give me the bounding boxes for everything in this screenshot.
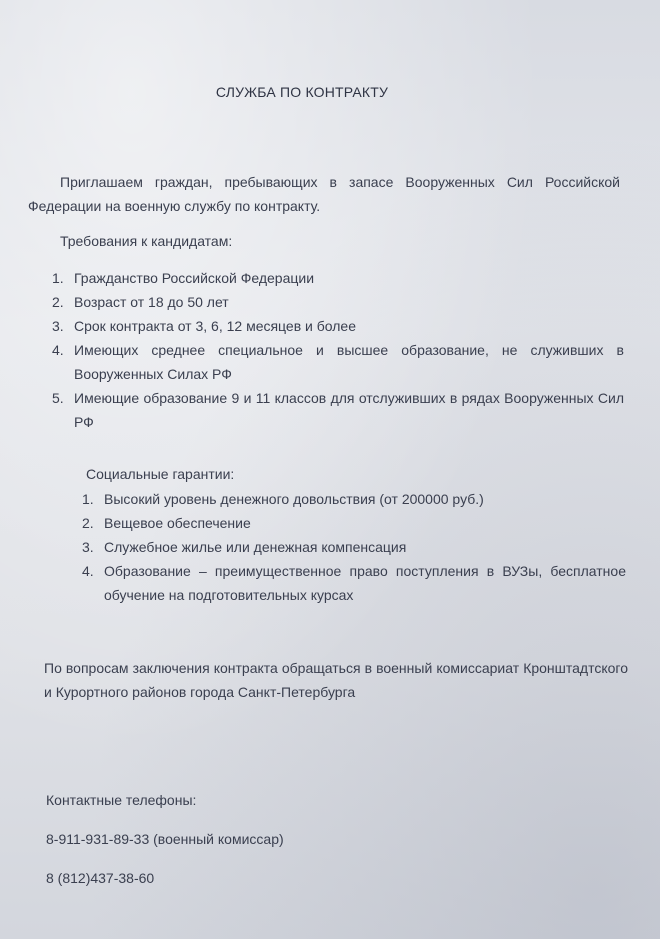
list-item-number: 5. (52, 390, 64, 406)
list-item-text: Имеющих среднее специальное и высшее образование, не служивших в Вооруженных Силах РФ (74, 342, 624, 382)
list-item-text: Имеющие образование 9 и 11 классов для отслуживших в рядах Вооруженных Сил РФ (74, 390, 624, 430)
list-item-text: Служебное жилье или денежная компенсация (104, 539, 407, 555)
phone-number-office: 8 (812)437-38-60 (46, 870, 155, 886)
list-item-text: Высокий уровень денежного довольствия (от 200000 руб.) (104, 491, 484, 507)
list-item (52, 386, 624, 434)
list-item-number: 4. (82, 563, 94, 579)
list-item (52, 266, 624, 290)
document-title: СЛУЖБА ПО КОНТРАКТУ (215, 84, 389, 100)
list-item (52, 314, 624, 338)
requirements-heading: Требования к кандидатам: (60, 233, 233, 249)
list-item-text: Образование – преимущественное право поступления в ВУЗы, бесплатное обучение на подготовительных курсах (104, 563, 626, 603)
list-item (82, 511, 626, 535)
list-item (82, 487, 626, 511)
list-item (82, 559, 626, 607)
list-item (52, 290, 624, 314)
requirements-list (52, 266, 624, 434)
intro-paragraph: Приглашаем граждан, пребывающих в запасе Вооруженных Сил Российской Федерации на военную службу по контракту. (28, 174, 620, 214)
list-item-text: Возраст от 18 до 50 лет (74, 294, 229, 310)
social-guarantees-list (82, 487, 626, 607)
social-guarantees-heading: Социальные гарантии: (86, 466, 235, 482)
list-item-number: 3. (52, 318, 64, 334)
list-item (52, 338, 624, 386)
list-item-number: 3. (82, 539, 94, 555)
list-item (82, 535, 626, 559)
contact-note-paragraph: По вопросам заключения контракта обращаться в военный комиссариат Кронштадтского и Курортного районов города Санкт-Петербурга (44, 660, 628, 700)
contact-phones-label: Контактные телефоны: (46, 792, 197, 808)
list-item-number: 2. (82, 515, 94, 531)
list-item-number: 1. (82, 491, 94, 507)
list-item-number: 4. (52, 342, 64, 358)
list-item-number: 2. (52, 294, 64, 310)
list-item-number: 1. (52, 270, 64, 286)
list-item-text: Срок контракта от 3, 6, 12 месяцев и более (74, 318, 356, 334)
list-item-text: Гражданство Российской Федерации (74, 270, 315, 286)
list-item-text: Вещевое обеспечение (104, 515, 251, 531)
phone-number-commissar: 8-911-931-89-33 (военный комиссар) (46, 831, 284, 847)
